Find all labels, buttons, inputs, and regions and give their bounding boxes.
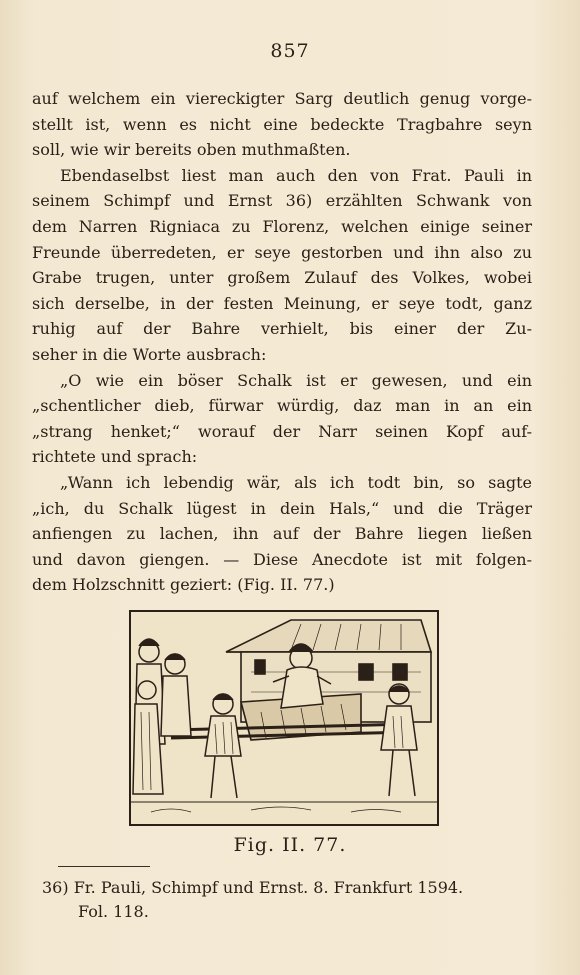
text-line: soll, wie wir bereits oben muthmaßten. — [32, 140, 351, 160]
footnote-line: Fol. 118. — [78, 902, 149, 921]
quote-line: „strang henket;“ worauf der Narr seinen Kopf auf- — [32, 421, 532, 441]
text-line: anfiengen zu lachen, ihn auf der Bahre liegen ließen — [32, 524, 532, 544]
text-line: Grabe trugen, unter großem Zulauf des Volkes, wobei — [32, 268, 532, 288]
woodcut-illustration-icon — [131, 612, 437, 824]
page-number: 857 — [270, 40, 310, 62]
text-line: stellt ist, wenn es nicht eine bedeckte Tragbahre seyn — [32, 114, 532, 134]
quote-line: „O wie ein böser Schalk ist er gewesen, und ein — [60, 370, 532, 390]
text-line: seher in die Worte ausbrach: — [32, 344, 267, 364]
footnote-divider — [58, 866, 150, 867]
text-line: seinem Schimpf und Ernst 36) erzählten Schwank von — [32, 191, 532, 211]
text-line: Freunde überredeten, er seye gestorben und ihn also zu — [32, 242, 532, 262]
footnote-line: 36) Fr. Pauli, Schimpf und Ernst. 8. Frankfurt 1594. — [42, 878, 464, 897]
body-text — [32, 86, 532, 598]
woodcut-illustration — [129, 610, 439, 826]
footnote — [42, 876, 532, 924]
text-line: auf welchem ein viereckigter Sarg deutlich genug vorge- — [32, 89, 532, 108]
text-line: richtete und sprach: — [32, 447, 198, 467]
quote-line: „ich, du Schalk lügest in dein Hals,“ und die Träger — [32, 498, 532, 518]
figure-caption: Fig. II. 77. — [233, 834, 347, 856]
quote-line: „Wann ich lebendig wär, als ich todt bin, so sagte — [60, 472, 532, 492]
text-line: dem Holzschnitt geziert: (Fig. II. 77.) — [32, 575, 335, 595]
text-line: Ebendaselbst liest man auch den von Frat. Pauli in — [60, 165, 532, 185]
text-line: ruhig auf der Bahre verhielt, bis einer der Zu- — [32, 319, 532, 339]
quote-line: „schentlicher dieb, fürwar würdig, daz man in an ein — [32, 396, 532, 416]
text-line: dem Narren Rigniaca zu Florenz, welchen einige seiner — [32, 216, 532, 236]
text-line: und davon giengen. — Diese Anecdote ist mit folgen- — [32, 549, 532, 569]
text-line: sich derselbe, in der festen Meinung, er seye todt, ganz — [32, 293, 532, 313]
